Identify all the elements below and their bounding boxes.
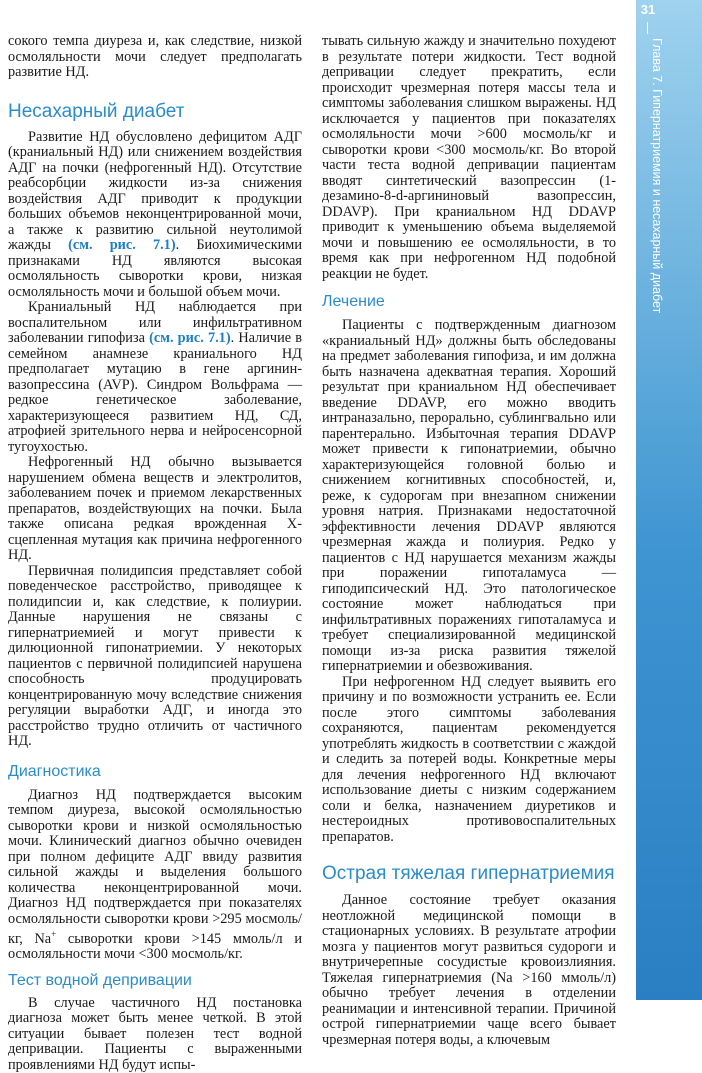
paragraph-test-continued: тывать сильную жажду и значительно похудеют в результате потери жидкости. Тест водной депривации следует прекратить, если происходит чрезмерная потеря массы тела и симптомы заболевания слишком выражены. НД исключается у пациентов при показателях осмоляльности мочи >600 мосмоль/кг и сыворотки крови <300 мосмоль/кг. Во второй части теста водной депривации пациентам вводят синтетический вазопрессин (1-дезамино-8-d-аргининовый вазопрессин, DDAVP). При краниальном НД DDAVP приводит к уменьшению объема выделяемой мочи и повышению ее осмоляльности, в то время как при нефрогенном НД подобной реакции не будет. [322, 33, 616, 282]
chapter-title: Глава 7. Гипернатриемия и несахарный диабет [650, 38, 664, 314]
left-column [8, 0, 302, 1073]
heading-water-deprivation-test: Тест водной депривации [8, 971, 192, 989]
paragraph-water-deprivation-test: В случае частичного НД постановка диагноза может быть менее четкой. В этой ситуации бывает полезен тест водной депривации. Пациенты с выраженными проявлениями НД будут испы- [8, 994, 302, 1073]
paragraph-nephrogenic-ndi: Нефрогенный НД обычно вызывается нарушением обмена веществ и электролитов, заболеванием почек и приемом лекарственных препаратов, воздействующих на почки. Была также описана редкая врожденная X-сцепленная мутация как причина нефрогенного НД. [8, 454, 302, 563]
right-column [322, 0, 616, 1048]
paragraph-diagnostics [8, 788, 302, 963]
text-span: Развитие НД обусловлено дефицитом АДГ (краниальный НД) или снижением воздействия АДГ на почки (нефрогенный НД). Отсутствие реабсорбции жидкости из-за снижения воздействия АДГ приводит к продукции больших объемов неконцентрированной мочи, а также к развитию сильной неутолимой жажды [8, 128, 302, 253]
page-number-divider [647, 22, 648, 34]
text-span: . Биохимическими признаками НД являются высокая осмоляльность сыворотки крови, низкая осмоляльность мочи и большой объем мочи. [8, 237, 302, 300]
heading-acute-hypernatremia: Острая тяжелая гипернатриемия [322, 863, 615, 884]
paragraph-cranial-ndi [8, 300, 302, 455]
heading-treatment: Лечение [322, 293, 385, 310]
paragraph-treatment-cranial: Пациенты с подтвержденным диагнозом «краниальный НД» должны быть обследованы на предмет заболевания гипофиза, и им должна быть назначена адекватная терапия. Хороший результат при краниальном НД обеспечивает введение DDAVP, его можно вводить интраназально, перорально, сублингвально или парентерально. Избыточная терапия DDAVP может привести к гипонатриемии, обычно характеризующейся головной болью и снижением когнитивных способностей, и, реже, к судорогам при внезапном снижении уровня натрия. Признаками недостаточной эффективности лечения DDAVP являются чрезмерная жажда и полиурия. Редко у пациентов с НД нарушается механизм жажды при поражении гипоталамуса — гиподипсический НД. Это патологическое состояние может наблюдаться при инфильтративных поражениях гипоталамуса и требует специализированной медицинской помощи из-за риска развития тяжелой гипернатриемии и обезвоживания. [322, 317, 616, 674]
heading-diagnostics: Диагностика [8, 762, 101, 780]
heading-diabetes-insipidus: Несахарный диабет [8, 100, 185, 122]
superscript: + [51, 929, 57, 939]
figure-reference-link[interactable]: (см. рис. 7.1) [68, 237, 176, 253]
paragraph-intro: сокого темпа диуреза и, как следствие, низкой осмоляльности мочи следует предполагать развитие НД. [8, 33, 302, 80]
figure-reference-link[interactable]: (см. рис. 7.1) [149, 330, 231, 346]
page-number: 31 [640, 2, 656, 17]
text-span: Диагноз НД подтверждается высоким темпом диуреза, высокой осмоляльностью сыворотки крови и низкой осмоляльностью мочи. Клинический диагноз обычно очевиден при полном дефиците АДГ ввиду развития сильной жажды и выделения большого количества неконцентрированной мочи. Диагноз НД подтверждается при показателях осмоляльности сыворотки крови >295 мосмоль/кг, Na [8, 786, 302, 947]
paragraph-primary-polydipsia: Первичная полидипсия представляет собой поведенческое расстройство, приводящее к полидипсии и, как следствие, к полиурии. Данные нарушения не связаны с гипернатриемией и могут привести к дилюционной гипонатриемии. У некоторых пациентов с первичной полидипсией нарушена способность продуцировать концентрированную мочу вследствие снижения регуляции выработки АДГ, и иногда это расстройство трудно отличить от частичного НД. [8, 562, 302, 749]
text-span: Краниальный НД наблюдается при воспалительном или инфильтративном заболевании гипофиза [8, 299, 302, 346]
chapter-sidebar [636, 0, 702, 1000]
paragraph-treatment-nephrogenic: При нефрогенном НД следует выявить его причину и по возможности устранить ее. Если после этого симптомы заболевания сохраняются, пациентам рекомендуется употреблять жидкость в соответствии с жаждой и следить за потерей воды. Конкретные меры для лечения нефрогенного НД включают использование диеты с низким содержанием соли и белка, назначением диуретиков и нестероидных противовоспалительных препаратов. [322, 673, 616, 845]
text-span: . Наличие в семейном анамнезе краниального НД предполагает мутацию в гене аргинин-вазопрессина (AVP). Синдром Вольфрама — редкое генетическое заболевание, характеризующееся развитием НД, СД, атрофией зрительного нерва и нейросенсорной тугоухостью. [8, 330, 302, 455]
paragraph-ndi-definition [8, 130, 302, 301]
paragraph-acute-hypernatremia: Данное состояние требует оказания неотложной медицинской помощи в стационарных условиях. В результате атрофии мозга у пациентов могут развиться судороги и внутричерепные сосудистые кровоизлияния. Тяжелая гипернатриемия (Na >160 ммоль/л) обычно требует лечения в отделении реанимации и интенсивной терапии. Причиной острой гипернатриемии чаще всего бывает чрезмерная потеря воды, а ключевым [322, 892, 616, 1048]
text-span: сыворотки крови >145 ммоль/л и осмоляльности мочи <300 мосмоль/кг. [8, 930, 302, 963]
